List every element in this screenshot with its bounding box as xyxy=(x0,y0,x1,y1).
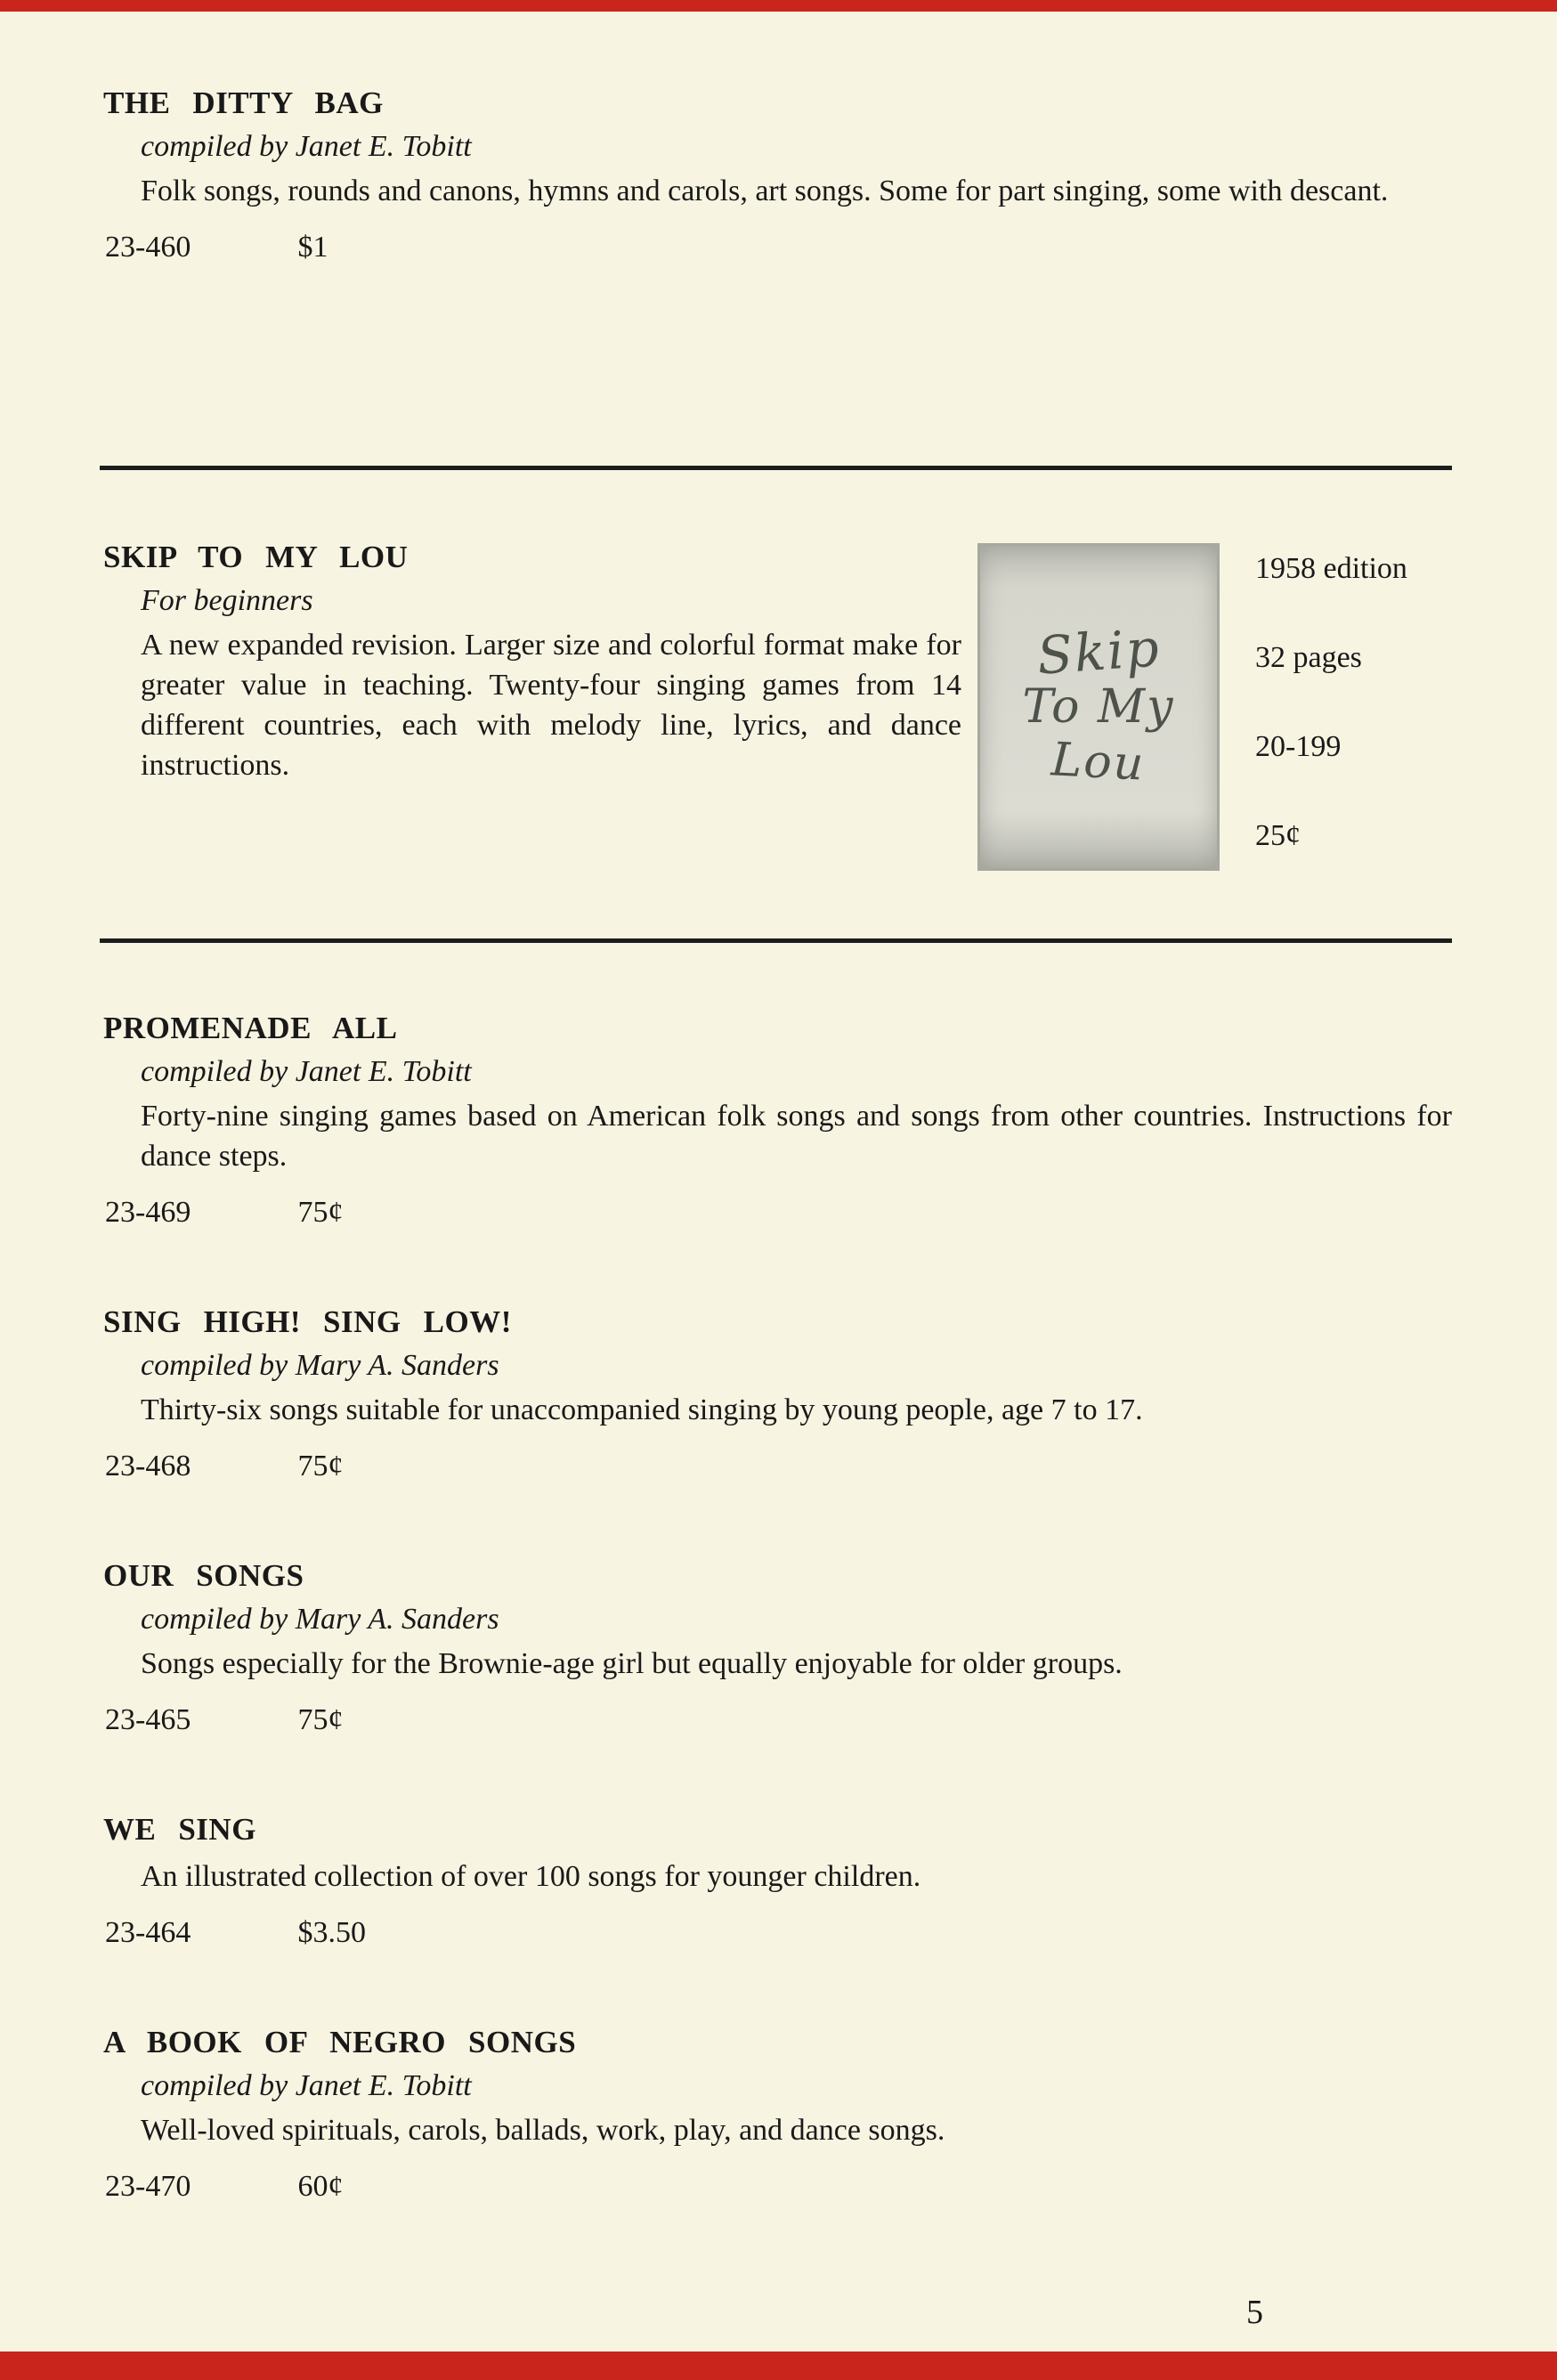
price: 75¢ xyxy=(297,1703,344,1736)
skip-row xyxy=(100,540,1452,871)
order-line xyxy=(105,1916,1452,1950)
catalog-number: 23-469 xyxy=(105,1196,191,1229)
section-description: An illustrated collection of over 100 songs for younger children. xyxy=(141,1860,921,1893)
section-description: A new expanded revision. Larger size and colorful format make for greater value in teaching. Twenty-four singing games from 14 different countries, each with melody line, lyrics, and dance instructions. xyxy=(141,629,961,782)
section-description: Forty-nine singing games based on American folk songs and songs from other countries. Instructions for dance steps. xyxy=(141,1100,1452,1173)
catalog-section-our-songs xyxy=(100,1558,1452,1737)
catalog-section-book-of-negro-songs xyxy=(100,2025,1452,2204)
section-title: PROMENADE ALL xyxy=(103,1011,398,1045)
section-byline: compiled by Janet E. Tobitt xyxy=(141,1055,472,1088)
cover-title-line: Skip xyxy=(1034,617,1163,686)
catalog-section-sing-high-sing-low xyxy=(100,1304,1452,1483)
order-line xyxy=(105,1450,1452,1483)
price: 75¢ xyxy=(297,1196,344,1229)
section-byline: compiled by Mary A. Sanders xyxy=(141,1349,499,1382)
section-title: THE DITTY BAG xyxy=(103,85,384,120)
price: 75¢ xyxy=(297,1450,344,1482)
order-line xyxy=(105,1703,1452,1737)
catalog-number: 20-199 xyxy=(1255,730,1342,763)
bottom-edge-strip xyxy=(0,2352,1557,2380)
catalog-section-we-sing xyxy=(100,1812,1452,1950)
section-description: Well-loved spirituals, carols, ballads, work, play, and dance songs. xyxy=(141,2114,945,2147)
catalog-number: 23-460 xyxy=(105,231,191,264)
section-title: SING HIGH! SING LOW! xyxy=(103,1304,512,1339)
catalog-section-promenade-all xyxy=(100,1011,1452,1230)
page-number: 5 xyxy=(1246,2294,1263,2331)
price: 60¢ xyxy=(297,2170,344,2203)
catalog-number: 23-468 xyxy=(105,1450,191,1482)
catalog-number: 23-465 xyxy=(105,1703,191,1736)
price: $1 xyxy=(297,231,328,264)
catalog-section-ditty-bag xyxy=(100,85,1452,264)
order-line xyxy=(105,2170,1452,2204)
order-line xyxy=(105,231,1452,264)
section-title: SKIP TO MY LOU xyxy=(103,540,409,574)
book-cover-image xyxy=(977,543,1220,871)
order-line xyxy=(105,1196,1452,1230)
section-description: Folk songs, rounds and canons, hymns and carols, art songs. Some for part singing, some with descant. xyxy=(141,175,1389,207)
section-title: OUR SONGS xyxy=(103,1558,304,1593)
price: 25¢ xyxy=(1255,819,1301,852)
page-content xyxy=(100,85,1452,2204)
top-edge-strip xyxy=(0,0,1557,12)
section-byline: compiled by Janet E. Tobitt xyxy=(141,130,472,163)
section-byline: compiled by Janet E. Tobitt xyxy=(141,2069,472,2102)
cover-title-line: To My xyxy=(1022,680,1175,734)
skip-text-column xyxy=(100,540,961,805)
edition-details-column xyxy=(1255,540,1407,853)
pages-detail: 32 pages xyxy=(1255,641,1362,674)
section-byline: compiled by Mary A. Sanders xyxy=(141,1603,499,1636)
section-title: WE SING xyxy=(103,1812,256,1847)
section-description: Songs especially for the Brownie-age girl but equally enjoyable for older groups. xyxy=(141,1647,1123,1680)
section-description: Thirty-six songs suitable for unaccompanied singing by young people, age 7 to 17. xyxy=(141,1393,1143,1426)
catalog-number: 23-464 xyxy=(105,1916,191,1949)
catalog-number: 23-470 xyxy=(105,2170,191,2203)
edition-detail: 1958 edition xyxy=(1255,552,1407,585)
catalog-section-skip-to-my-lou xyxy=(100,540,1452,871)
cover-title-line: Lou xyxy=(1050,733,1147,792)
price: $3.50 xyxy=(297,1916,366,1949)
section-byline: For beginners xyxy=(141,584,313,617)
section-title: A BOOK OF NEGRO SONGS xyxy=(103,2025,577,2059)
